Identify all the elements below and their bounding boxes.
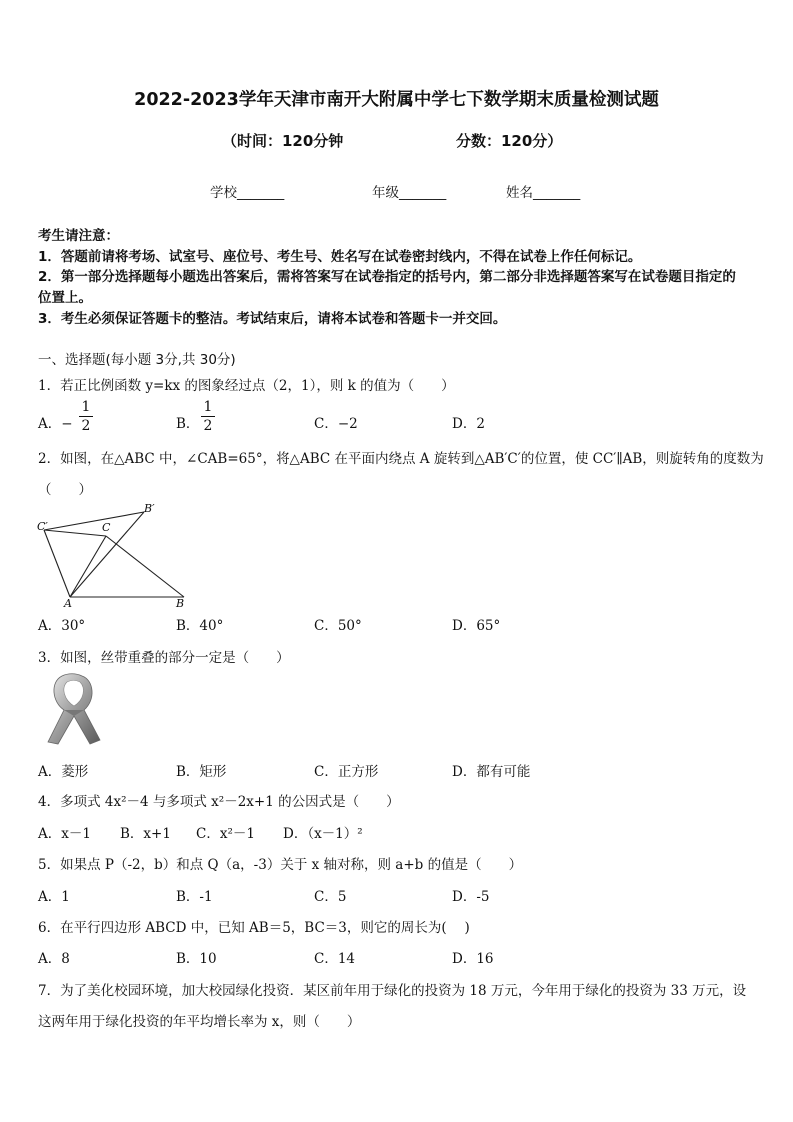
- segment-cc-prime: [44, 530, 106, 536]
- name-field: 姓名_______: [506, 185, 581, 201]
- notice-item-2-cont: 位置上。: [38, 290, 92, 306]
- q1-option-c: C．−2: [314, 416, 358, 432]
- q4-option-c: C．x²－1: [196, 826, 255, 842]
- exam-score: 分数：120分）: [456, 132, 563, 150]
- school-field: 学校_______: [210, 185, 285, 201]
- q4-option-a: A．x－1: [38, 826, 91, 842]
- label-a: A: [64, 597, 72, 608]
- segment-c-prime-b-prime: [44, 512, 144, 530]
- q5-option-c: C．5: [314, 889, 347, 905]
- rotation-figure: [36, 500, 192, 608]
- fraction-denominator: 2: [203, 418, 213, 434]
- label-c: C: [102, 521, 111, 534]
- fraction-numerator: 1: [203, 399, 213, 415]
- fraction-denominator: 2: [81, 418, 91, 434]
- question-6-stem: 6．在平行四边形 ABCD 中，已知 AB＝5，BC＝3，则它的周长为( ): [38, 920, 470, 936]
- label-c-prime: C′: [37, 520, 48, 533]
- q2-option-d: D．65°: [452, 618, 501, 634]
- q5-option-a: A．1: [38, 889, 70, 905]
- question-1-stem: 1．若正比例函数 y=kx 的图象经过点（2，1），则 k 的值为（ ）: [38, 378, 455, 394]
- q1-option-a-fraction: [79, 399, 93, 434]
- question-3-stem: 3．如图，丝带重叠的部分一定是（ ）: [38, 650, 290, 666]
- q3-option-a: A．菱形: [38, 764, 89, 780]
- q4-option-d: D．（x－1）²: [283, 826, 363, 842]
- segment-cb: [106, 536, 184, 597]
- q6-option-b: B．10: [176, 951, 217, 967]
- q3-option-d: D．都有可能: [452, 764, 531, 780]
- q6-option-a: A．8: [38, 951, 70, 967]
- grade-field: 年级_______: [372, 185, 447, 201]
- question-2-stem-cont: （ ）: [38, 482, 92, 498]
- q5-option-d: D．-5: [452, 889, 490, 905]
- question-7-stem-cont: 这两年用于绿化投资的年平均增长率为 x，则（ ）: [38, 1014, 361, 1030]
- page-title: 2022-2023学年天津市南开大附属中学七下数学期末质量检测试题: [134, 90, 659, 110]
- q1-option-a: A．−: [38, 416, 73, 432]
- segment-ac-prime: [44, 530, 70, 597]
- q5-option-b: B．-1: [176, 889, 213, 905]
- q2-option-c: C．50°: [314, 618, 362, 634]
- q3-option-b: B．矩形: [176, 764, 227, 780]
- fraction-numerator: 1: [81, 399, 91, 415]
- notice-item-3: 3．考生必须保证答题卡的整洁。考试结束后，请将本试卷和答题卡一并交回。: [38, 311, 507, 327]
- notice-item-1: 1．答题前请将考场、试室号、座位号、考生号、姓名写在试卷密封线内，不得在试卷上作任何标记。: [38, 249, 642, 265]
- q4-option-b: B．x+1: [120, 826, 171, 842]
- section-heading: 一、选择题(每小题 3分,共 30分): [38, 352, 236, 368]
- question-7-stem: 7．为了美化校园环境，加大校园绿化投资．某区前年用于绿化的投资为 18 万元，今年用于绿化的投资为 33 万元，设: [38, 983, 747, 999]
- q6-option-c: C．14: [314, 951, 356, 967]
- notice-heading: 考生请注意：: [38, 228, 119, 244]
- q2-option-b: B．40°: [176, 618, 224, 634]
- label-b: B: [176, 597, 185, 608]
- q1-option-b-fraction: [201, 399, 215, 434]
- q1-option-d: D．2: [452, 416, 485, 432]
- question-5-stem: 5．如果点 P（-2，b）和点 Q（a，-3）关于 x 轴对称，则 a+b 的值是（ ）: [38, 857, 523, 873]
- question-2-stem: 2．如图，在△ABC 中，∠CAB=65°，将△ABC 在平面内绕点 A 旋转到△AB′C′的位置，使 CC′∥AB，则旋转角的度数为: [38, 451, 764, 467]
- exam-time: （时间：120分钟: [222, 132, 344, 150]
- segment-ac: [70, 536, 106, 597]
- question-4-stem: 4．多项式 4x²－4 与多项式 x²－2x+1 的公因式是（ ）: [38, 794, 400, 810]
- q6-option-d: D．16: [452, 951, 494, 967]
- label-b-prime: B′: [144, 502, 155, 515]
- q1-option-b: B．: [176, 416, 200, 432]
- q2-option-a: A．30°: [38, 618, 86, 634]
- notice-item-2: 2．第一部分选择题每小题选出答案后，需将答案写在试卷指定的括号内，第二部分非选择题答案写在试卷题目指定的: [38, 269, 736, 285]
- ribbon-icon: [40, 672, 108, 748]
- q3-option-c: C．正方形: [314, 764, 379, 780]
